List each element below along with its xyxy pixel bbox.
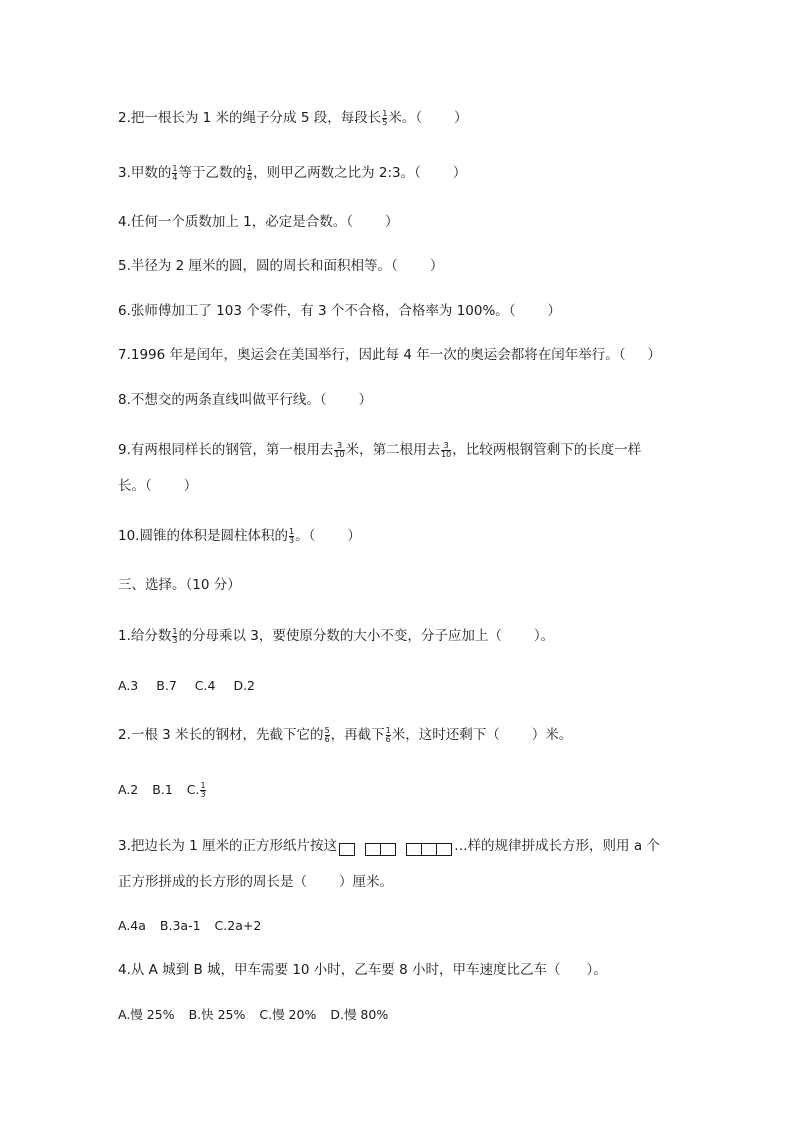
question-4	[118, 212, 399, 232]
fraction-numerator: 1	[200, 781, 206, 790]
question-text: 2.一根 3 米长的钢材，先截下它的	[118, 727, 324, 743]
question-5	[118, 256, 443, 276]
question-text: 1.给分数	[118, 628, 172, 644]
paren-close: ）	[452, 165, 467, 181]
question-text: 等于乙数的	[178, 165, 246, 181]
question-text: 8.不想交的两条直线叫做平行线。（	[118, 392, 327, 408]
option-b[interactable]: B.3a-1	[159, 918, 201, 933]
option-c-label: C.	[186, 782, 200, 797]
question-text: 4.任何一个质数加上 1，必定是合数。（	[118, 214, 354, 230]
fraction	[172, 628, 177, 645]
fraction-denominator: 10	[441, 449, 452, 459]
paren-close: ）	[183, 478, 198, 494]
square-icon	[365, 843, 381, 856]
square-icon	[437, 843, 452, 856]
question-9-continued	[118, 476, 197, 496]
fraction-numerator: 1	[172, 163, 178, 173]
question-text: 米，这时还剩下（	[391, 727, 500, 743]
fraction-numerator: 1	[382, 108, 388, 118]
option-c[interactable]: C.4	[194, 678, 216, 693]
paren-close: ）	[647, 347, 661, 363]
option-b[interactable]: B.快 25%	[188, 1007, 246, 1022]
question-text: 10.圆锥的体积是圆柱体积的	[118, 528, 288, 544]
fraction-denominator: 6	[246, 172, 253, 182]
fraction-numerator: 1	[172, 626, 178, 636]
square-icon	[381, 843, 396, 856]
section-title: 三、选择。（10 分）	[118, 577, 241, 593]
square-group-3	[406, 839, 452, 859]
choice-question-1	[118, 626, 554, 646]
fraction-denominator: 3	[172, 635, 178, 645]
paren-close: ）	[547, 303, 562, 319]
question-3	[118, 163, 466, 183]
square-icon	[422, 843, 437, 856]
fraction-numerator: 1	[385, 725, 391, 735]
option-b[interactable]: B.7	[156, 678, 177, 693]
question-text: 长。（	[118, 478, 152, 494]
option-a[interactable]: A.4a	[118, 918, 146, 933]
paren-close: ）	[454, 110, 468, 126]
question-text: 7.1996 年是闰年，奥运会在美国举行，因此每 4 年一次的奥运会都将在闰年举行。（	[118, 347, 626, 363]
question-text: 。（	[295, 528, 316, 544]
fraction	[325, 727, 330, 744]
paren-close: ）	[429, 258, 444, 274]
question-7	[118, 345, 661, 365]
fraction-numerator: 1	[288, 526, 295, 536]
question-text: 2.把一根长为 1 米的绳子分成 5 段，每段长	[118, 110, 382, 126]
section-heading	[118, 575, 241, 595]
question-text: …样的规律拼成长方形，则用 a 个	[454, 838, 660, 854]
choice-options-4	[118, 1005, 406, 1025]
option-a[interactable]: A.慢 25%	[118, 1007, 175, 1022]
square-group-2	[365, 839, 396, 859]
question-text: ，再截下	[330, 727, 385, 743]
paren-close: ）	[385, 214, 399, 230]
question-text: ，比较两根钢管剩下的长度一样	[452, 442, 642, 458]
question-text: 5.半径为 2 厘米的圆，圆的周长和面积相等。（	[118, 258, 398, 274]
fraction	[172, 165, 177, 182]
fraction	[382, 110, 387, 127]
fraction	[386, 727, 391, 744]
choice-options-2	[118, 780, 207, 800]
option-c[interactable]: C.慢 20%	[259, 1007, 317, 1022]
option-b[interactable]: B.1	[152, 782, 173, 797]
fraction-numerator: 3	[336, 440, 343, 450]
square-pattern-figure	[339, 839, 452, 853]
fraction-denominator: 6	[324, 734, 330, 744]
question-6	[118, 301, 561, 321]
paren-close: ）。	[533, 628, 555, 644]
fraction	[289, 528, 294, 545]
option-d[interactable]: D.2	[233, 678, 255, 693]
question-9	[118, 440, 641, 460]
choice-question-4	[118, 960, 607, 980]
question-text: ，则甲乙两数之比为 2:3。（	[253, 165, 421, 181]
choice-question-2	[118, 725, 572, 745]
question-10	[118, 526, 361, 546]
option-c[interactable]: C.2a+2	[214, 918, 262, 933]
question-text: 4.从 A 城到 B 城，甲车需要 10 小时，乙车要 8 小时，甲车速度比乙车（	[118, 962, 561, 978]
square-group-1	[339, 839, 355, 859]
paren-close: ）	[358, 392, 373, 408]
choice-options-3	[118, 916, 279, 936]
option-d[interactable]: D.慢 80%	[330, 1007, 389, 1022]
fraction	[200, 782, 205, 799]
question-text: 米。（	[388, 110, 423, 126]
option-c[interactable]	[187, 782, 207, 797]
fraction	[441, 442, 451, 459]
question-text: 3.把边长为 1 厘米的正方形纸片按这	[118, 838, 338, 854]
paren-close: ）米。	[531, 727, 573, 743]
option-a[interactable]: A.2	[118, 782, 139, 797]
fraction	[334, 442, 344, 459]
choice-options-1	[118, 676, 273, 696]
question-text: 的分母乘以 3，要使原分数的大小不变，分子应加上（	[178, 628, 502, 644]
fraction-numerator: 1	[246, 163, 253, 173]
fraction	[247, 165, 252, 182]
question-8	[118, 390, 372, 410]
paren-close: ）厘米。	[339, 874, 393, 890]
fraction-denominator: 5	[382, 117, 388, 127]
fraction-denominator: 3	[288, 535, 295, 545]
paren-close: ）	[347, 528, 361, 544]
fraction-numerator: 3	[443, 440, 449, 450]
square-icon	[339, 843, 355, 856]
question-text: 米，第二根用去	[345, 442, 441, 458]
question-text: 3.甲数的	[118, 165, 172, 181]
question-text: 正方形拼成的长方形的周长是（	[118, 874, 307, 890]
question-text: 9.有两根同样长的钢管，第一根用去	[118, 442, 334, 458]
square-icon	[406, 843, 422, 856]
question-text: 6.张师傅加工了 103 个零件，有 3 个不合格，合格率为 100%。（	[118, 303, 516, 319]
paren-close: ）。	[586, 962, 607, 978]
fraction-denominator: 4	[172, 172, 178, 182]
fraction-numerator: 5	[324, 725, 330, 735]
choice-question-3	[118, 836, 660, 856]
option-a[interactable]: A.3	[118, 678, 139, 693]
fraction-denominator: 10	[334, 449, 345, 459]
choice-question-3-continued	[118, 872, 393, 892]
fraction-denominator: 6	[385, 734, 391, 744]
fraction-denominator: 3	[200, 790, 206, 799]
question-2	[118, 108, 468, 128]
